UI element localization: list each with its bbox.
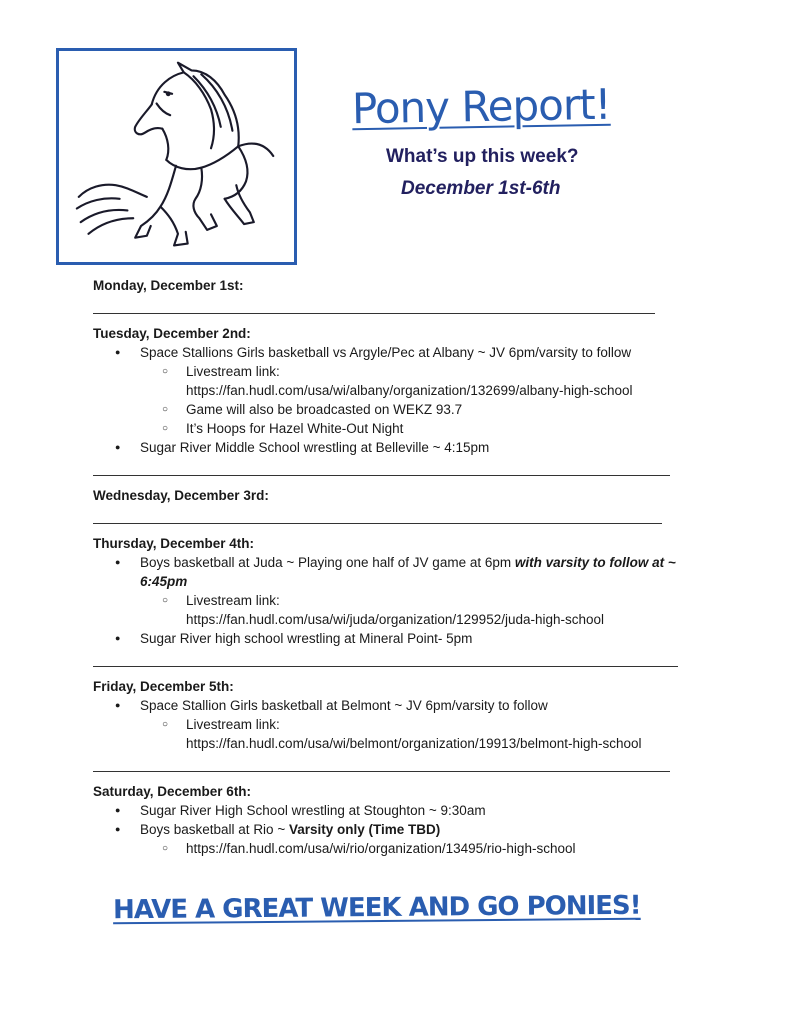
list-item: ● Space Stallion Girls basketball at Belmont ~ JV 6pm/varsity to follow: [93, 696, 713, 715]
day-friday: [93, 677, 713, 772]
item-text: Boys basketball at Rio ~: [140, 822, 289, 837]
sub-item: ○ Livestream link:: [93, 362, 713, 381]
mustang-logo: [56, 48, 297, 265]
divider: [93, 666, 678, 667]
list-item: [93, 820, 713, 839]
weekly-schedule: [93, 276, 713, 858]
item-emphasis: Varsity only (Time TBD): [288, 822, 441, 837]
day-heading: Wednesday, December 3rd:: [93, 488, 269, 503]
divider: [93, 313, 655, 314]
livestream-link[interactable]: https://fan.hudl.com/usa/wi/juda/organization/129952/juda-high-school: [186, 612, 605, 627]
mustang-icon: [59, 51, 294, 262]
divider: [93, 771, 670, 772]
sub-item: ○ Game will also be broadcasted on WEKZ 93.7: [93, 400, 713, 419]
sub-item: ○ Livestream link:: [93, 591, 713, 610]
list-item: ● Sugar River High School wrestling at Stoughton ~ 9:30am: [93, 801, 713, 820]
day-heading: Friday, December 5th:: [93, 679, 234, 694]
item-text: Boys basketball at Juda ~ Playing one half of JV game at 6pm: [140, 555, 515, 570]
game-link[interactable]: ○ https://fan.hudl.com/usa/wi/rio/organization/13495/rio-high-school: [93, 839, 713, 858]
page-title: Pony Report!: [351, 79, 611, 134]
day-thursday: [93, 534, 713, 667]
divider: [93, 523, 662, 524]
footer-banner: HAVE A GREAT WEEK AND GO PONIES!: [112, 890, 641, 926]
list-item: ● Space Stallions Girls basketball vs Argyle/Pec at Albany ~ JV 6pm/varsity to follow: [93, 343, 713, 362]
day-heading: Saturday, December 6th:: [93, 784, 252, 799]
page-subtitle: What’s up this week?: [386, 146, 579, 167]
day-wednesday: [93, 486, 713, 524]
sub-item: ○ It’s Hoops for Hazel White-Out Night: [93, 419, 713, 438]
week-dates: December 1st-6th: [401, 178, 561, 199]
livestream-link[interactable]: https://fan.hudl.com/usa/wi/albany/organization/132699/albany-high-school: [186, 383, 633, 398]
day-heading: Monday, December 1st:: [93, 278, 244, 293]
item-emphasis: with varsity to follow at ~ 6:45pm: [140, 555, 676, 589]
day-tuesday: [93, 324, 713, 476]
list-item: ● Sugar River Middle School wrestling at Belleville ~ 4:15pm: [93, 438, 713, 457]
livestream-link[interactable]: https://fan.hudl.com/usa/wi/belmont/organization/19913/belmont-high-school: [186, 736, 642, 751]
day-saturday: [93, 782, 713, 858]
sub-item: ○ Livestream link:: [93, 715, 713, 734]
list-item: [93, 553, 713, 591]
day-heading: Tuesday, December 2nd:: [93, 326, 251, 341]
divider: [93, 475, 670, 476]
day-heading: Thursday, December 4th:: [93, 536, 255, 551]
list-item: ● Sugar River high school wrestling at Mineral Point- 5pm: [93, 629, 713, 648]
day-monday: [93, 276, 713, 314]
